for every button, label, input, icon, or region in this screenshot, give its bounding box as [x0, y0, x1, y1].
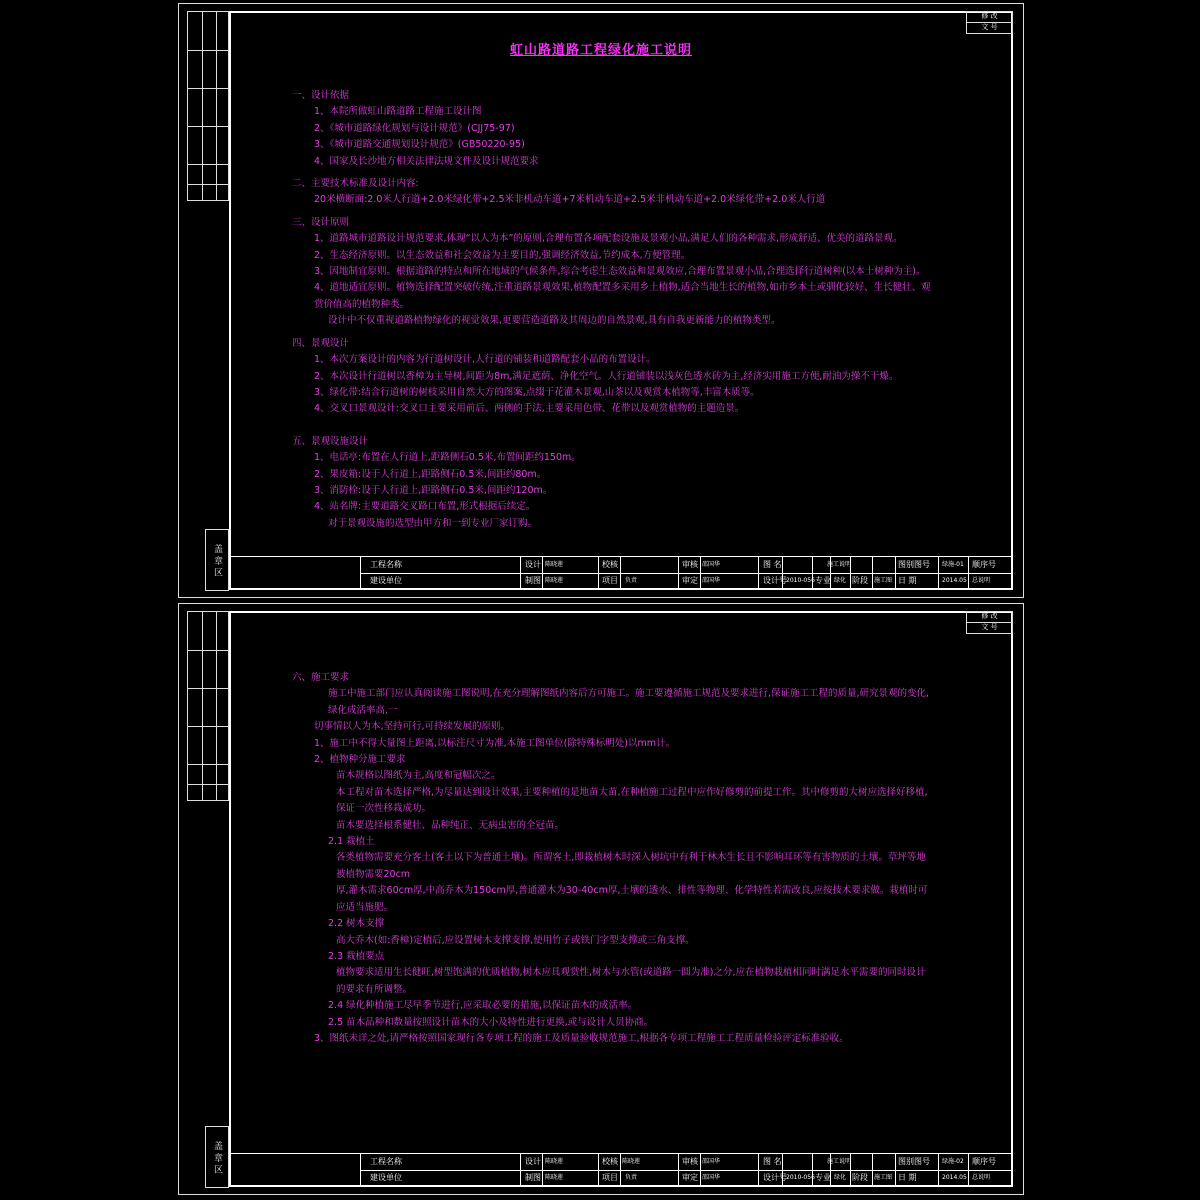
- title-block-major-label: 专业: [815, 1173, 831, 1182]
- title-block-draw-label: 制图: [525, 576, 541, 585]
- title-block-drawing-no-label: 图别图号: [898, 1157, 930, 1166]
- note-line: 2.5 苗木品种和数量按照设计苗木的大小及特性进行更换,或与设计人员协商。: [328, 1016, 654, 1028]
- note-line: 4、国家及长沙地方相关法律法规文件及设计规范要求: [314, 155, 539, 167]
- title-block-project-name-label: 工程名称: [370, 1157, 402, 1166]
- title-block-draw-label: 制图: [525, 1173, 541, 1182]
- title-block-stage: 施工图: [874, 1174, 893, 1181]
- title-block-item-label: 项目: [602, 576, 618, 585]
- title-block-serial: 总说明: [972, 1174, 991, 1181]
- note-line: 苗木规格以图纸为主,高度和冠幅次之。: [336, 770, 501, 782]
- note-line: 1、本次方案设计的内容为行道树设计,人行道的铺装和道路配套小品的布置设计。: [314, 354, 656, 366]
- note-line: 3、图纸未详之处,请严格按照国家现行各专项工程的施工及质量验收规范施工,根据各专项工程施工工程质量检验评定标准验收。: [314, 1032, 849, 1044]
- title-block-review-label: 审核: [682, 560, 698, 569]
- section-heading: 五、景观设施设计: [292, 435, 369, 447]
- drawing-sheet-2: [178, 603, 1024, 1195]
- document-no-label: 文 号: [966, 623, 1013, 634]
- note-line: 施工中施工部门应认真阅读施工图说明,在充分理解图纸内容后方可施工。施工要遵循施工规范及要求进行,保证施工工程的质量,研究景观的变化,绿化成活率高,一: [328, 688, 930, 716]
- title-block-item-label: 项目: [602, 1173, 618, 1182]
- title-block-design: 陈晓莲: [545, 1158, 564, 1165]
- seal-area: 盖 章 区: [205, 1126, 229, 1188]
- title-block-check-label: 校核: [602, 1157, 618, 1166]
- title-block-check-label: 校核: [602, 560, 618, 569]
- title-block-design: 陈晓莲: [545, 561, 564, 568]
- title-block-approve-label: 审定: [682, 1173, 698, 1182]
- note-line: 苗木要选择根系健壮、品种纯正、无病虫害的全冠苗。: [336, 819, 565, 831]
- title-block-serial-label: 顺序号: [972, 1157, 996, 1166]
- title-block-drawing-no: 绿施-01: [942, 561, 964, 568]
- note-line: 3、绿化带:结合行道树的树枝采用自然大方的图案,点缀于花灌木景观,山茶以及观赏木植物等,丰富木质等。: [314, 386, 760, 398]
- note-line: 4、道地适宜原则。植物选择配置突破传统,注重道路景观效果,植物配置多采用乡土植物,适合当地生长的植物,如市乡本土或驯化较好、生长健壮、观赏价值高的植物种类。: [314, 282, 931, 310]
- note-line: 1、施工中不得大量图上距离,以标注尺寸为准,本施工图单位(除特殊标明处)以mm计。: [314, 737, 676, 749]
- note-line: 2、植物种分施工要求: [314, 754, 406, 766]
- title-block-client-label: 建设单位: [370, 576, 402, 585]
- title-block-approve-label: 审定: [682, 576, 698, 585]
- note-line: 1、电话亭:布置在人行道上,距路侧石0.5米,布置间距约150m。: [314, 452, 581, 464]
- section-heading: 二、主要技术标准及设计内容:: [292, 178, 419, 190]
- note-line: 2.2 树木支撑: [328, 918, 385, 930]
- note-line: 2、《城市道路绿化规划与设计规范》(CJJ75-97): [314, 122, 515, 134]
- title-block-date-label: 日 期: [898, 1173, 917, 1182]
- title-block: [230, 556, 1012, 589]
- notes-content: [292, 82, 932, 532]
- section-heading: 一、设计依据: [292, 90, 350, 101]
- title-block-stage: 施工图: [874, 577, 893, 584]
- title-block-approve: 邵国华: [702, 1174, 721, 1181]
- title-block-design-label: 设计: [525, 1157, 541, 1166]
- section-heading: 四、景观设计: [292, 337, 350, 349]
- note-line: 2.4 绿化种植施工尽早季节进行,应采取必要的措施,以保证苗木的成活率。: [328, 1000, 638, 1012]
- title-block-draw: 陈晓莲: [545, 577, 564, 584]
- title-block-item: 负责: [625, 577, 638, 584]
- title-block-major: 绿化: [834, 1174, 847, 1181]
- note-line: 高大乔木(如:香樟)定植后,应设置树木支撑支撑,使用竹子或铁门字型支撑或三角支撑。: [336, 934, 695, 946]
- title-block-date: 2014.05: [942, 1174, 967, 1181]
- document-no-label: 文 号: [966, 23, 1013, 34]
- note-line: 对于景观设施的选型由甲方和一到专业厂家订购。: [328, 517, 538, 529]
- title-block-drawing-no: 绿施-02: [942, 1158, 964, 1165]
- title-block-stage-label: 阶段: [852, 576, 868, 585]
- title-block: [230, 1153, 1012, 1186]
- note-line: 2.3 栽植要点: [328, 950, 385, 962]
- revision-box: [966, 11, 1013, 33]
- title-block-serial-label: 顺序号: [972, 560, 996, 569]
- note-line: 2、本次设计行道树以香樟为主导树,间距为8m,满足遮荫、净化空气。人行道铺装以浅灰色透水砖为主,经济实用施工方便,耐油为操不干燥。: [314, 370, 899, 382]
- section-heading: 三、设计原则: [292, 216, 350, 228]
- note-line: 20米横断面:2.0米人行道+2.0米绿化带+2.5米非机动车道+7米机动车道+2.5米非机动车道+2.0米绿化带+2.0米人行道: [314, 194, 826, 206]
- title-block-design-label: 设计: [525, 560, 541, 569]
- title-block-figure: 施工说明: [827, 561, 852, 568]
- title-block-check: 陈晓莲: [622, 1158, 641, 1165]
- note-line: 2.1 栽植土: [328, 836, 375, 848]
- revision-label: 修 改: [966, 11, 1013, 23]
- title-block-major: 绿化: [834, 577, 847, 584]
- note-line: 3、因地制宜原则。根据道路的特点和所在地域的气候条件,综合考虑生态效益和景观效应,合理布置景观小品,合理选择行道树种(以本土树种为主)。: [314, 266, 926, 278]
- note-line: 植物要求适用生长健旺,树型饱满的优质植物,树木应具观赏性,树木与水管(或道路一圆为准)之分,应在植物栽植相同时满足水平需要的同时设计的要求有所调整。: [336, 967, 926, 995]
- revision-box: [966, 611, 1013, 633]
- title-block-stage-label: 阶段: [852, 1173, 868, 1182]
- note-line: 2、果皮箱:设于人行道上,距路侧石0.5米,间距约80m。: [314, 468, 547, 480]
- title-block-review: 邵国华: [702, 1158, 721, 1165]
- note-line: 厚,灌木需求60cm厚,中高乔木为150cm厚,普通灌木为30-40cm厚,土壤的透水、排性等物理、化学特性若需改良,应按技术要求做。栽植时可应适当施肥。: [336, 885, 928, 913]
- section-heading: 六、施工要求: [292, 672, 350, 683]
- title-block-draw: 陈晓莲: [545, 1174, 564, 1181]
- title-block-designno: 2010-056: [786, 1174, 815, 1181]
- note-line: 2、生态经济原则。以生态效益和社会效益为主要目的,强调经济效益,节约成本,方便管理。: [314, 249, 691, 261]
- note-line: 本工程对苗木选择严格,为尽量达到设计效果,主要种植的是地苗大苗,在种植施工过程中应作好修剪的前提工作。其中修剪的大树应选择好移植,保证一次性移栽成功。: [336, 786, 928, 815]
- binding-strip: [187, 611, 229, 801]
- title-block-date: 2014.05: [942, 577, 967, 584]
- title-block-drawing-no-label: 图别图号: [898, 560, 930, 569]
- note-line: 设计中不仅重视道路植物绿化的视觉效果,更要营造道路及其周边的自然景观,具有自我更新能力的植物类型。: [328, 315, 781, 327]
- drawing-sheet-1: [178, 3, 1024, 598]
- note-line: 切事情以人为本,坚持可行,可持续发展的原则。: [314, 721, 511, 733]
- note-line: 3、消防栓:设于人行道上,距路侧石0.5米,间距约120m。: [314, 484, 553, 496]
- notes-content: [292, 664, 932, 1047]
- title-block-figure-label: 图 名: [763, 560, 782, 569]
- title-block-figure-label: 图 名: [763, 1157, 782, 1166]
- title-block-project-name-label: 工程名称: [370, 560, 402, 569]
- title-block-designno: 2010-056: [786, 577, 815, 584]
- title-block-client-label: 建设单位: [370, 1173, 402, 1182]
- seal-area: 盖 章 区: [205, 529, 229, 591]
- note-line: 1、本院所做虹山路道路工程施工设计图: [314, 106, 482, 118]
- title-block-figure: 施工说明: [827, 1158, 852, 1165]
- title-block-review: 邵国华: [702, 561, 721, 568]
- title-block-designno-label: 设计号: [763, 1173, 787, 1182]
- title-block-major-label: 专业: [815, 576, 831, 585]
- title-block-item: 负责: [625, 1174, 638, 1181]
- note-line: 4、交叉口景观设计:交叉口主要采用前后、两侧的手法,主要采用色带、花带以及观赏植物的主题造景。: [314, 403, 745, 415]
- revision-label: 修 改: [966, 611, 1013, 623]
- note-line: 1、道路城市道路设计规范要求,体现“以人为本”的原则,合理布置各项配套设施及景观小品,满足人们的各种需求,形成舒适、优美的道路景观。: [314, 233, 903, 245]
- title-block-review-label: 审核: [682, 1157, 698, 1166]
- title-block-serial: 总说明: [972, 577, 991, 584]
- note-line: 4、站名牌:主要道路交叉路口布置,形式根据后续定。: [314, 501, 536, 513]
- title-block-date-label: 日 期: [898, 576, 917, 585]
- page-title: 虹山路道路工程绿化施工说明: [509, 43, 692, 58]
- title-block-approve: 邵国华: [702, 577, 721, 584]
- title-block-designno-label: 设计号: [763, 576, 787, 585]
- note-line: 3、《城市道路交通规划设计规范》(GB50220-95): [314, 139, 525, 151]
- note-line: 各类植物需要充分客土(客土以下为普通土壤)。所谓客土,即栽植树木时深入树坑中有利于林木生长且不影响耳环等有害物质的土壤。草坪等地被植物需要20cm: [336, 852, 926, 880]
